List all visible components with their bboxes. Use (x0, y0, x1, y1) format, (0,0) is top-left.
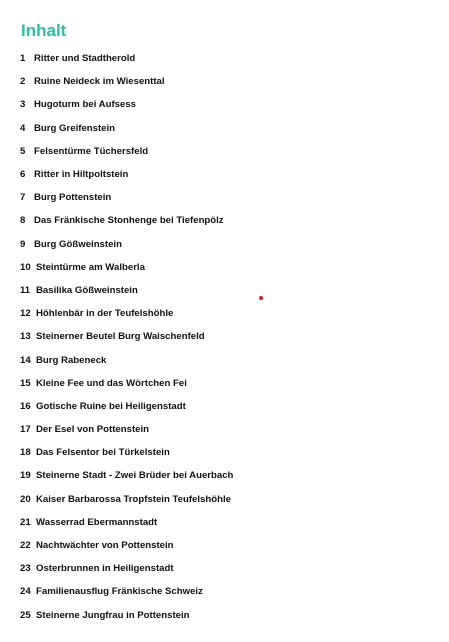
toc-item[interactable] (20, 93, 233, 116)
toc-item-number: 9 (20, 238, 26, 250)
toc-item[interactable] (20, 233, 233, 256)
toc-item[interactable] (20, 604, 233, 627)
toc-item[interactable] (20, 140, 233, 163)
toc-item[interactable] (20, 186, 233, 209)
toc-item[interactable] (20, 580, 233, 603)
toc-item-number: 6 (20, 169, 26, 181)
toc-item[interactable] (20, 47, 233, 70)
toc-item[interactable] (20, 534, 233, 557)
toc-item-number: 18 (20, 447, 31, 459)
red-dot-marker (259, 296, 263, 300)
toc-item[interactable] (20, 464, 233, 487)
toc-item[interactable] (20, 70, 233, 93)
toc-item[interactable] (20, 209, 233, 232)
toc-item[interactable] (20, 372, 233, 395)
toc-item[interactable] (20, 163, 233, 186)
toc-item-number: 17 (20, 424, 31, 436)
toc-item-number: 20 (20, 493, 31, 505)
toc-item-number: 19 (20, 470, 31, 482)
toc-item[interactable] (20, 488, 233, 511)
toc-item-number: 24 (20, 586, 31, 598)
toc-item-number: 5 (20, 145, 26, 157)
toc-item-label: Höhlenbär in der Teufelshöhle (36, 308, 174, 320)
toc-item-label: Steinerne Jungfrau in Pottenstein (36, 609, 190, 621)
toc-item-label: Burg Gößweinstein (34, 238, 122, 250)
toc-item-label: Burg Greifenstein (34, 122, 116, 134)
toc-item-label: Burg Pottenstein (34, 192, 112, 204)
toc-item-number: 2 (20, 76, 26, 88)
toc-item[interactable] (20, 117, 233, 140)
toc-item-number: 13 (20, 331, 31, 343)
toc-item-label: Gotische Ruine bei Heiligenstadt (36, 400, 186, 412)
toc-item-number: 10 (20, 261, 31, 273)
toc-item-label: Das Felsentor bei Türkelstein (36, 447, 170, 459)
toc-item-label: Kleine Fee und das Wörtchen Fei (36, 377, 187, 389)
toc-item-label: Das Fränkische Stonhenge bei Tiefenpölz (34, 215, 224, 227)
toc-item-label: Steintürme am Walberla (36, 261, 145, 273)
page-title: Inhalt (21, 21, 67, 40)
toc-item-number: 3 (20, 99, 26, 111)
toc-item-number: 21 (20, 516, 31, 528)
toc-item-label: Kaiser Barbarossa Tropfstein Teufelshöhle (36, 493, 231, 505)
table-of-contents (20, 47, 233, 627)
toc-item-label: Basilika Gößweinstein (36, 284, 138, 296)
toc-item-number: 14 (20, 354, 31, 366)
toc-item-number: 11 (20, 284, 31, 296)
toc-item[interactable] (20, 348, 233, 371)
toc-item-number: 12 (20, 308, 31, 320)
toc-item-label: Ritter in Hiltpoltstein (34, 169, 129, 181)
toc-item[interactable] (20, 441, 233, 464)
toc-item-number: 22 (20, 540, 31, 552)
toc-item-number: 25 (20, 609, 31, 621)
toc-item-label: Wasserrad Ebermannstadt (36, 516, 158, 528)
toc-item-number: 4 (20, 122, 26, 134)
toc-item-label: Ritter und Stadtherold (34, 53, 136, 65)
toc-item[interactable] (20, 279, 233, 302)
toc-item-number: 7 (20, 192, 26, 204)
toc-item[interactable] (20, 256, 233, 279)
toc-item-label: Ruine Neideck im Wiesenttal (34, 76, 165, 88)
toc-item[interactable] (20, 325, 233, 348)
toc-item-label: Felsentürme Tüchersfeld (34, 145, 149, 157)
toc-item-label: Steinerner Beutel Burg Waischenfeld (36, 331, 205, 343)
toc-item-number: 15 (20, 377, 31, 389)
toc-item[interactable] (20, 511, 233, 534)
toc-item-label: Der Esel von Pottenstein (36, 424, 150, 436)
toc-item-number: 1 (20, 53, 26, 65)
toc-item-label: Steinerne Stadt - Zwei Brüder bei Auerbach (36, 470, 234, 482)
toc-item-number: 16 (20, 400, 31, 412)
toc-item-label: Familienausflug Fränkische Schweiz (36, 586, 203, 598)
toc-item-label: Nachtwächter von Pottenstein (36, 540, 174, 552)
toc-item[interactable] (20, 302, 233, 325)
toc-item-label: Osterbrunnen in Heiligenstadt (36, 563, 174, 575)
toc-item[interactable] (20, 395, 233, 418)
toc-item[interactable] (20, 557, 233, 580)
toc-item-label: Burg Rabeneck (36, 354, 107, 366)
toc-item-number: 8 (20, 215, 26, 227)
toc-item-number: 23 (20, 563, 31, 575)
toc-item-label: Hugoturm bei Aufsess (34, 99, 136, 111)
toc-item[interactable] (20, 418, 233, 441)
